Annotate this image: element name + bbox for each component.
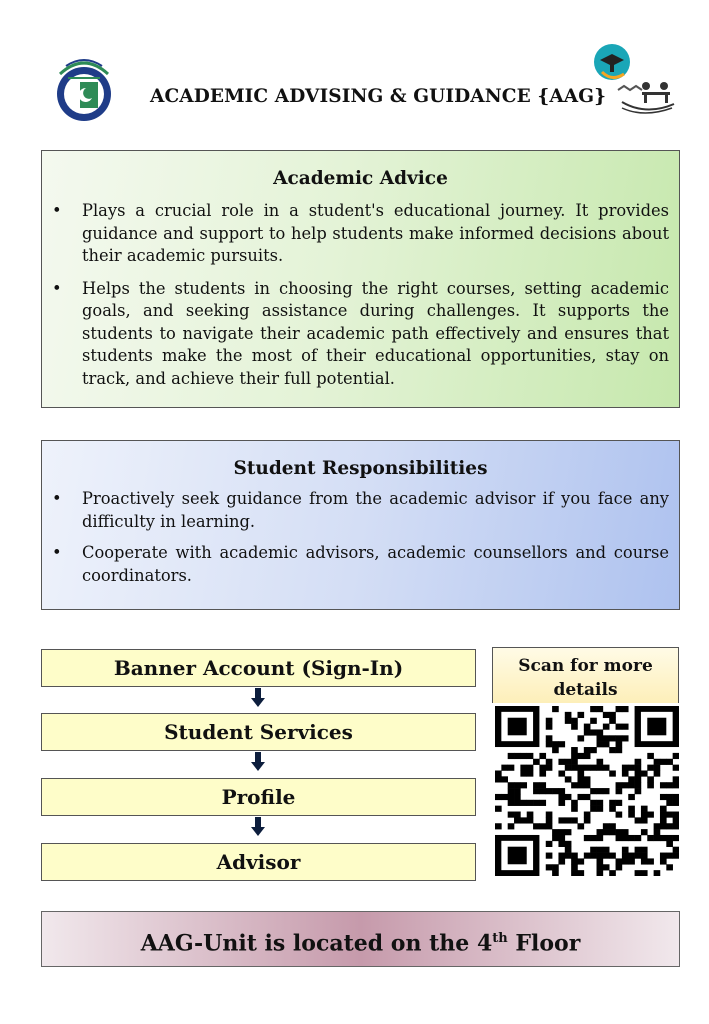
student-responsibilities-title: Student Responsibilities (233, 458, 488, 479)
bullet-icon: • (52, 489, 62, 508)
scan-label: Scan for more details (492, 647, 679, 703)
student-responsibilities-list (42, 488, 679, 587)
academic-advice-list (42, 200, 679, 390)
flow-step-advisor: Advisor (41, 843, 476, 881)
advice-bullet-2: Helps the students in choosing the right courses, setting academic goals, and seeking assistance during challenges. It supports the students to navigate their academic path effectively and ensures that students make the most of their educational opportunities, stay on track, and achieve their full potential. (82, 278, 669, 388)
responsibility-bullet-1: Proactively seek guidance from the academic advisor if you face any difficulty in learning. (82, 489, 669, 531)
location-superscript: th (492, 931, 508, 946)
bullet-icon: • (52, 201, 62, 220)
student-responsibilities-box (41, 440, 680, 610)
arrow-down-icon (251, 752, 265, 772)
flow-step-profile: Profile (41, 778, 476, 816)
list-item (42, 542, 679, 587)
page-title: ACADEMIC ADVISING & GUIDANCE {AAG} (150, 86, 607, 107)
advice-bullet-1: Plays a crucial role in a student's educational journey. It provides guidance and support to help students make informed decisions about their academic pursuits. (82, 201, 669, 265)
academic-advice-title: Academic Advice (273, 168, 448, 189)
location-text-end: Floor (507, 930, 581, 957)
arrow-down-icon (251, 817, 265, 837)
flow-step-student-services: Student Services (41, 713, 476, 751)
bullet-icon: • (52, 543, 62, 562)
responsibility-bullet-2: Cooperate with academic advisors, academic counsellors and course coordinators. (82, 543, 669, 585)
location-text: AAG-Unit is located on the 4 (140, 930, 493, 957)
academic-advice-box (41, 150, 680, 408)
advising-guidance-logo (588, 40, 680, 118)
bullet-icon: • (52, 278, 62, 298)
qr-code-icon[interactable] (495, 706, 679, 876)
college-crest-logo (46, 44, 122, 124)
list-item (42, 278, 679, 391)
location-banner (41, 911, 680, 967)
list-item (42, 200, 679, 268)
flow-step-banner-account: Banner Account (Sign-In) (41, 649, 476, 687)
list-item (42, 488, 679, 533)
arrow-down-icon (251, 688, 265, 708)
